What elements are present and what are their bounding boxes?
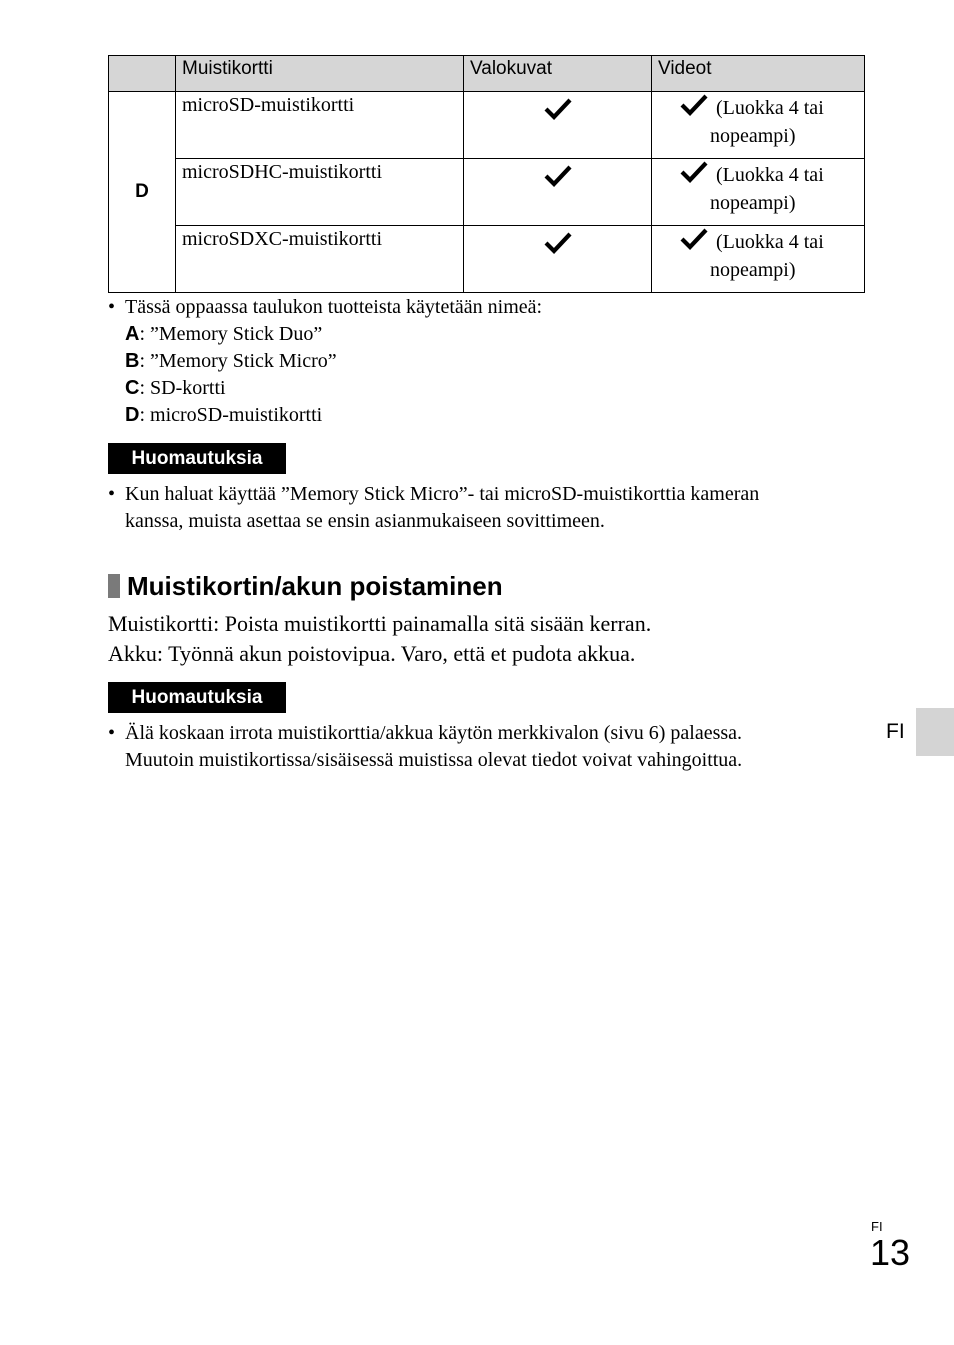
card-name: microSD-muistikortti xyxy=(176,92,464,159)
naming-intro: Tässä oppaassa taulukon tuotteista käytetään nimeä: xyxy=(125,296,543,318)
page-number: 13 xyxy=(870,1232,911,1273)
naming-list xyxy=(108,294,868,429)
card-name: microSDHC-muistikortti xyxy=(176,159,464,226)
header-card: Muistikortti xyxy=(176,56,464,92)
legend-key: D xyxy=(125,404,140,426)
notes-list xyxy=(108,720,868,774)
bullet-mark: • xyxy=(108,722,116,744)
note-line: Älä koskaan irrota muistikorttia/akkua käytön merkkivalon (sivu 6) palaessa. xyxy=(125,722,743,744)
header-videos: Videot xyxy=(652,56,865,92)
legend-item xyxy=(108,321,868,348)
note-line: Muutoin muistikortissa/sisäisessä muistissa olevat tiedot voivat vahingoittua. xyxy=(125,749,743,771)
check-icon xyxy=(544,232,572,259)
video-class-text: (Luokka 4 tai xyxy=(716,231,824,253)
group-label: D xyxy=(109,92,176,293)
legend-item xyxy=(108,348,868,375)
paragraph: Akku: Työnnä akun poistovipua. Varo, että et pudota akkua. xyxy=(108,641,636,666)
legend-key: B xyxy=(125,350,140,372)
legend-text: : microSD-muistikortti xyxy=(139,404,323,426)
photos-cell xyxy=(464,226,652,293)
photos-cell xyxy=(464,159,652,226)
list-item xyxy=(108,294,868,321)
video-class-text: (Luokka 4 tai xyxy=(716,97,824,119)
section-marker-icon xyxy=(108,574,120,598)
video-class-text: (Luokka 4 tai xyxy=(716,164,824,186)
check-icon xyxy=(544,165,572,192)
table-header-row xyxy=(109,56,865,92)
check-icon xyxy=(680,94,708,124)
check-icon xyxy=(680,161,708,191)
list-item xyxy=(108,481,868,535)
paragraph: Muistikortti: Poista muistikortti painamalla sitä sisään kerran. xyxy=(108,611,652,636)
section-title-text: Muistikortin/akun poistaminen xyxy=(127,571,503,601)
bullet-mark: • xyxy=(108,483,116,505)
video-class-text: nopeampi) xyxy=(710,125,796,147)
bullet-mark: • xyxy=(108,296,116,318)
legend-text: : SD-kortti xyxy=(139,377,226,399)
legend-item xyxy=(108,375,868,402)
legend-key: A xyxy=(125,323,140,345)
legend-key: C xyxy=(125,377,140,399)
note-line: kanssa, muista asettaa se ensin asianmukaiseen sovittimeen. xyxy=(125,510,605,532)
memory-card-table xyxy=(108,55,865,293)
legend-item xyxy=(108,402,868,429)
notes-list xyxy=(108,481,868,535)
list-item xyxy=(108,720,868,774)
videos-cell xyxy=(652,226,865,293)
table-row xyxy=(109,159,865,226)
notes-label: Huomautuksia xyxy=(108,682,286,713)
section-title xyxy=(108,568,503,604)
check-icon xyxy=(544,98,572,125)
legend-text: : ”Memory Stick Duo” xyxy=(139,323,323,345)
videos-cell xyxy=(652,159,865,226)
language-tab xyxy=(916,708,954,756)
footer-language: FI xyxy=(871,1219,883,1234)
check-icon xyxy=(680,228,708,258)
legend-text: : ”Memory Stick Micro” xyxy=(139,350,337,372)
header-empty xyxy=(109,56,176,92)
video-class-text: nopeampi) xyxy=(710,259,796,281)
side-language-label: FI xyxy=(886,720,905,743)
photos-cell xyxy=(464,92,652,159)
videos-cell xyxy=(652,92,865,159)
notes-label: Huomautuksia xyxy=(108,443,286,474)
card-name: microSDXC-muistikortti xyxy=(176,226,464,293)
table-row xyxy=(109,92,865,159)
table-row xyxy=(109,226,865,293)
video-class-text: nopeampi) xyxy=(710,192,796,214)
header-photos: Valokuvat xyxy=(464,56,652,92)
note-line: Kun haluat käyttää ”Memory Stick Micro”- tai microSD-muistikorttia kameran xyxy=(125,483,760,505)
